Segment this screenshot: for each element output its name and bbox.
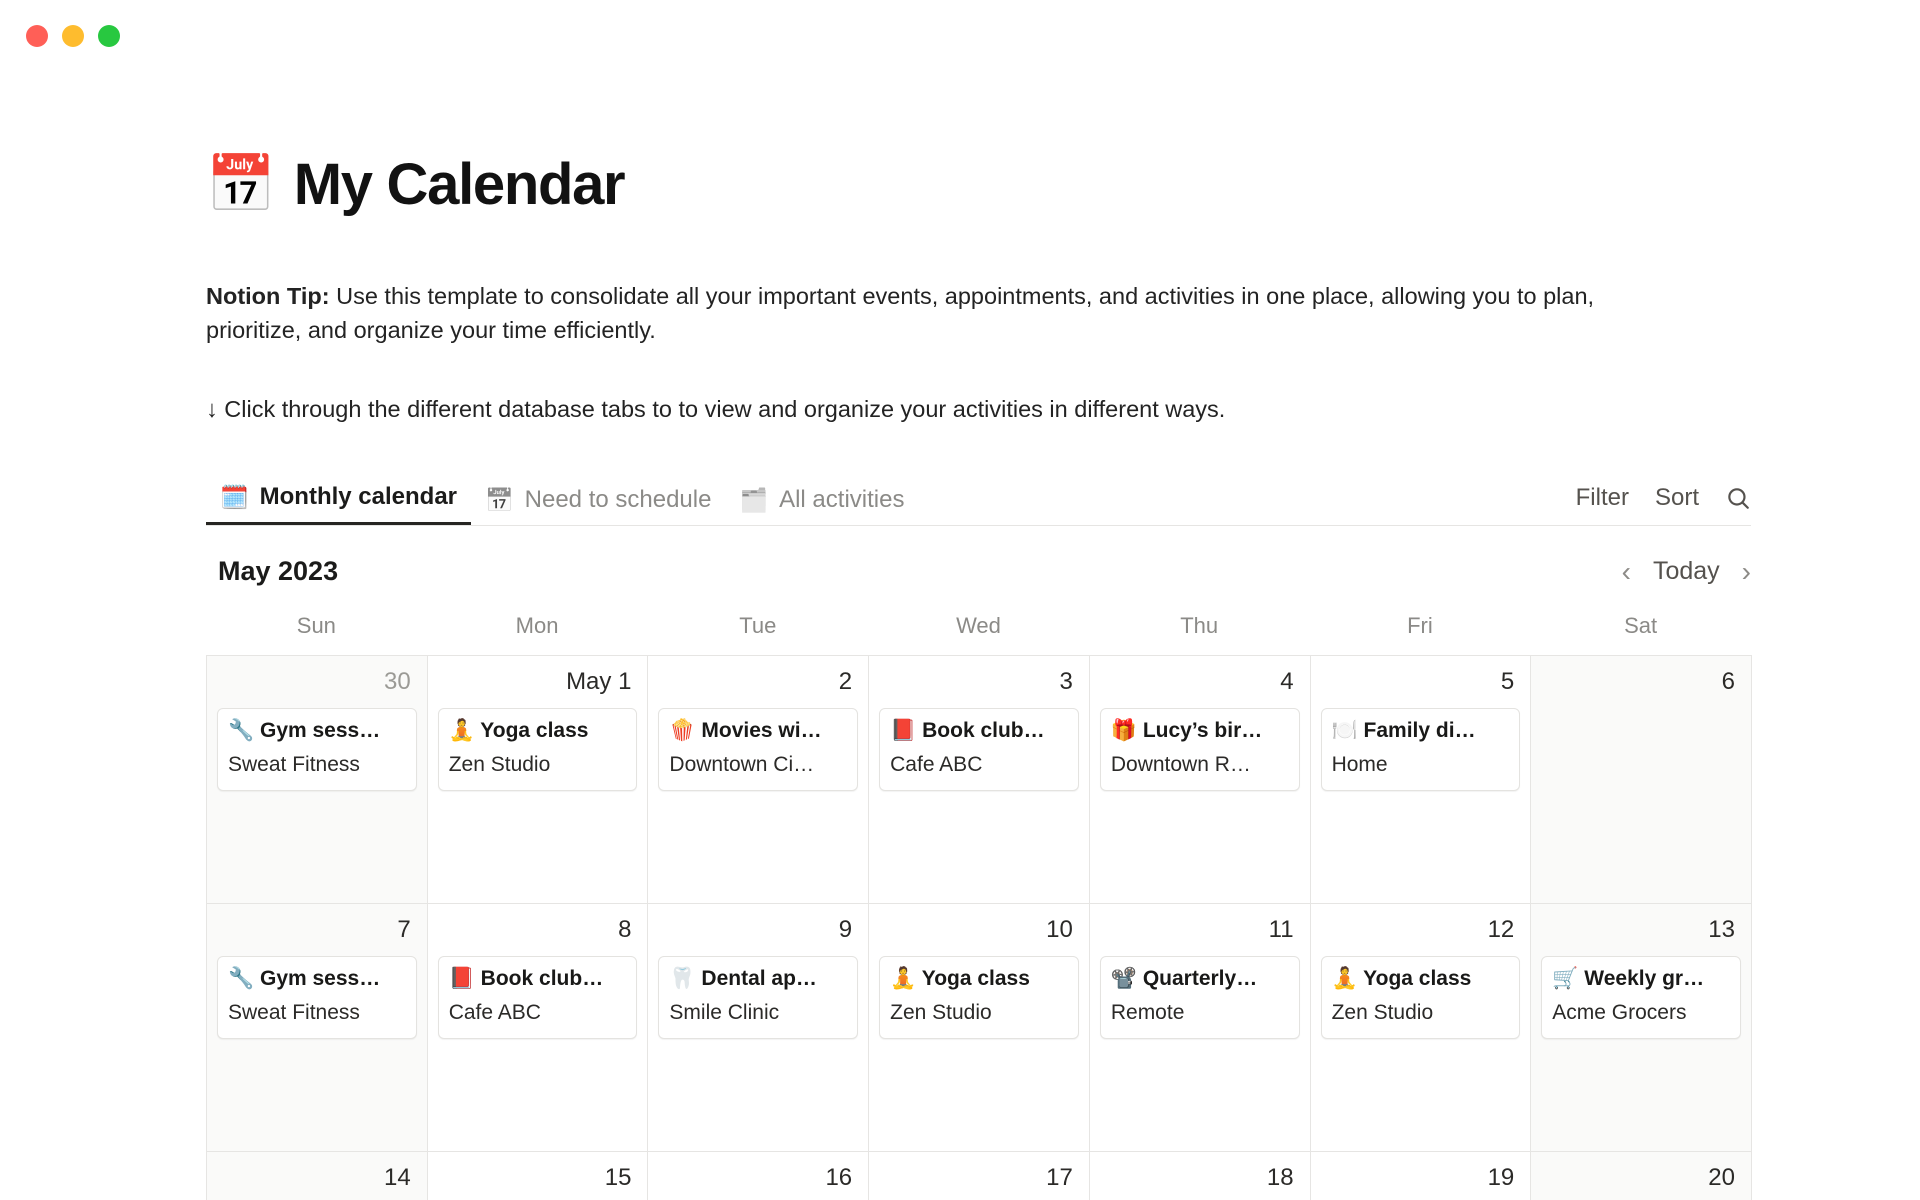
day-number: May 1: [566, 668, 632, 696]
need-to-schedule-icon: 📅: [485, 487, 514, 514]
event-title: 🦷 Dental ap…: [669, 967, 817, 991]
zoom-window-button[interactable]: [98, 25, 120, 47]
event-location: Downtown Ci…: [669, 753, 815, 777]
instruction-line: ↓ Click through the different database tabs to to view and organize your activities in different ways.: [206, 396, 1226, 423]
day-number: 16: [825, 1164, 853, 1192]
weekday-thu: Thu: [1180, 613, 1219, 639]
calendar-day-cell[interactable]: [428, 656, 649, 904]
all-activities-icon: 🗂️: [739, 487, 769, 514]
event-title: 🧘 Yoga class: [890, 967, 1030, 991]
event-title: 🛒 Weekly gr…: [1552, 967, 1705, 991]
day-number: 10: [1046, 916, 1073, 944]
tab-need-to-schedule[interactable]: [471, 469, 725, 525]
day-number: 13: [1708, 916, 1735, 944]
day-number: 15: [604, 1164, 632, 1192]
weekday-mon: Mon: [515, 613, 559, 639]
calendar-day-cell[interactable]: [1531, 904, 1752, 1152]
event-title: 🧘 Yoga class: [448, 719, 589, 743]
minimize-window-button[interactable]: [62, 25, 84, 47]
calendar-day-cell[interactable]: [1090, 1152, 1311, 1200]
calendar-day-cell[interactable]: [207, 656, 428, 904]
day-number: 5: [1500, 668, 1515, 696]
calendar-event[interactable]: [217, 708, 417, 791]
day-number: 11: [1268, 916, 1294, 944]
view-actions: [1576, 484, 1751, 525]
event-location: Sweat Fitness: [228, 753, 360, 777]
tab-monthly-calendar[interactable]: [206, 469, 471, 525]
calendar-event[interactable]: [1100, 708, 1300, 791]
event-title: 📕 Book club…: [448, 967, 604, 991]
notion-tip-text: Use this template to consolidate all your important events, appointments, and activities in one place, allowing you to plan, prioritize, and organize your time efficiently.: [206, 282, 1595, 344]
calendar-icon: 📅: [206, 152, 276, 216]
event-location: Zen Studio: [890, 1001, 992, 1025]
calendar-event[interactable]: [1321, 708, 1521, 791]
event-title: 🎁 Lucy’s bir…: [1110, 719, 1263, 743]
event-location: Home: [1331, 753, 1388, 777]
tab-need-to-schedule-label: Need to schedule: [524, 486, 712, 514]
calendar-grid: [206, 655, 1752, 1200]
calendar-event[interactable]: [658, 708, 858, 791]
day-number: 17: [1046, 1164, 1073, 1192]
page-body: [0, 112, 1920, 1200]
calendar-event[interactable]: [879, 708, 1079, 791]
calendar-day-cell[interactable]: [428, 904, 649, 1152]
event-location: Downtown R…: [1110, 753, 1251, 777]
calendar-day-cell[interactable]: [869, 904, 1090, 1152]
notion-tip: [206, 279, 1676, 349]
day-number: 7: [397, 916, 411, 944]
calendar-event[interactable]: [879, 956, 1079, 1039]
calendar-day-cell[interactable]: [1090, 656, 1311, 904]
day-number: 9: [838, 916, 853, 944]
calendar-event[interactable]: [1541, 956, 1741, 1039]
next-month-button[interactable]: ›: [1741, 555, 1751, 587]
calendar-day-cell[interactable]: [869, 1152, 1090, 1200]
calendar-day-cell[interactable]: [1311, 656, 1532, 904]
tab-monthly-calendar-label: Monthly calendar: [259, 483, 458, 511]
calendar-event[interactable]: [217, 956, 417, 1039]
event-title: 🔧 Gym sess…: [228, 967, 381, 991]
day-number: 19: [1487, 1164, 1515, 1192]
calendar-day-cell[interactable]: [1311, 904, 1532, 1152]
calendar-day-cell[interactable]: [648, 656, 869, 904]
event-location: Zen Studio: [448, 753, 551, 777]
event-location: Acme Grocers: [1552, 1001, 1687, 1025]
tab-all-activities-label: All activities: [779, 486, 905, 514]
filter-button[interactable]: Filter: [1575, 484, 1629, 512]
calendar-day-cell[interactable]: [869, 656, 1090, 904]
event-title: 📕 Book club…: [890, 719, 1045, 743]
event-location: Zen Studio: [1331, 1001, 1434, 1025]
day-number: 12: [1487, 916, 1515, 944]
weekday-tue: Tue: [739, 613, 777, 639]
day-number: 3: [1059, 668, 1073, 696]
event-location: Cafe ABC: [890, 753, 983, 777]
calendar-event[interactable]: [438, 956, 638, 1039]
notion-tip-label: Notion Tip:: [206, 282, 330, 309]
day-number: 14: [384, 1164, 411, 1192]
calendar-day-cell[interactable]: [1531, 1152, 1752, 1200]
calendar-day-cell[interactable]: [1531, 656, 1752, 904]
weekday-wed: Wed: [956, 613, 1001, 639]
database-tab-bar: [206, 469, 1751, 526]
event-title: 🔧 Gym sess…: [228, 719, 381, 743]
calendar-event[interactable]: [1100, 956, 1300, 1039]
event-location: Remote: [1110, 1001, 1185, 1025]
calendar-day-cell[interactable]: [1311, 1152, 1532, 1200]
tab-all-activities[interactable]: [725, 469, 918, 525]
event-location: Smile Clinic: [669, 1001, 780, 1025]
weekday-sat: Sat: [1624, 613, 1658, 639]
day-number: 4: [1280, 668, 1294, 696]
day-number: 18: [1266, 1164, 1294, 1192]
monthly-calendar-icon: 🗓️: [220, 484, 249, 511]
calendar-day-cell[interactable]: [1090, 904, 1311, 1152]
window-titlebar: [0, 0, 1920, 72]
database-tabs: [206, 469, 918, 525]
calendar-nav: [1622, 557, 1751, 586]
search-icon[interactable]: [1725, 485, 1751, 511]
calendar-event[interactable]: [658, 956, 858, 1039]
today-button[interactable]: Today: [1652, 557, 1720, 586]
page-title: My Calendar: [293, 151, 625, 217]
calendar-day-cell[interactable]: [207, 1152, 428, 1200]
event-location: Cafe ABC: [448, 1001, 541, 1025]
calendar-day-cell[interactable]: [207, 904, 428, 1152]
calendar-event[interactable]: [1321, 956, 1521, 1039]
day-number: 2: [838, 668, 853, 696]
event-title: 🍽️ Family di…: [1331, 719, 1476, 743]
page-header: [206, 112, 1751, 257]
event-title: 📽️ Quarterly…: [1110, 967, 1258, 991]
calendar-event[interactable]: [438, 708, 638, 791]
day-number: 8: [618, 916, 632, 944]
weekday-header: [206, 613, 1751, 655]
event-location: Sweat Fitness: [228, 1001, 360, 1025]
month-label: May 2023: [218, 556, 339, 587]
weekday-fri: Fri: [1407, 613, 1433, 639]
sort-button[interactable]: Sort: [1654, 484, 1699, 512]
calendar-header: [206, 556, 1751, 587]
calendar-day-cell[interactable]: [648, 904, 869, 1152]
day-number: 6: [1721, 668, 1735, 696]
weekday-sun: Sun: [296, 613, 336, 639]
day-number: 30: [384, 668, 411, 696]
day-number: 20: [1708, 1164, 1735, 1192]
event-title: 🧘 Yoga class: [1331, 967, 1472, 991]
close-window-button[interactable]: [26, 25, 48, 47]
event-title: 🍿 Movies wi…: [669, 719, 822, 743]
previous-month-button[interactable]: ‹: [1621, 555, 1631, 587]
calendar-day-cell[interactable]: [428, 1152, 649, 1200]
calendar-day-cell[interactable]: [648, 1152, 869, 1200]
